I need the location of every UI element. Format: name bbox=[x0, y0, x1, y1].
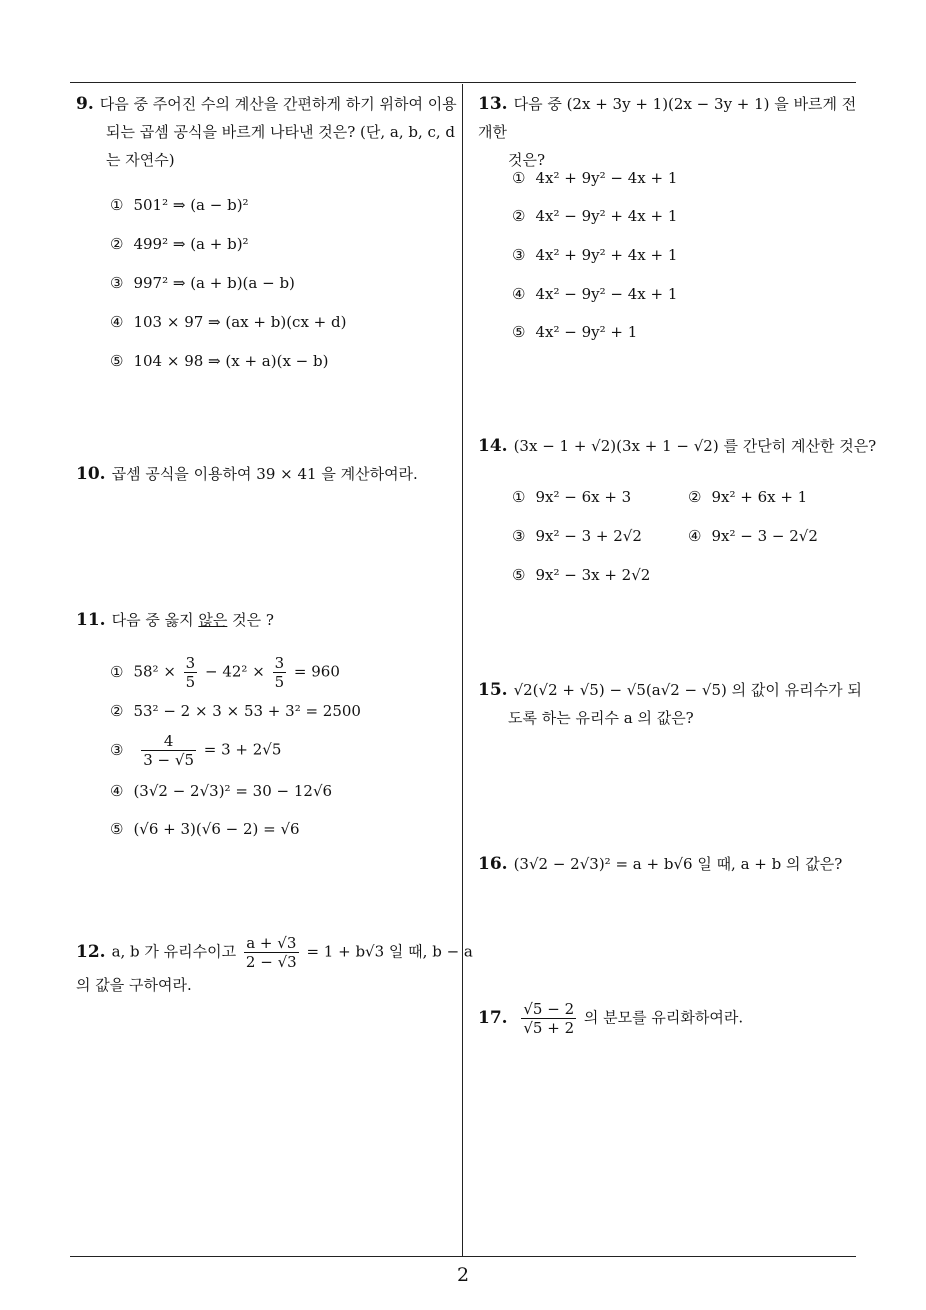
option-1[interactable]: ① 4x² + 9y² − 4x + 1 bbox=[512, 169, 678, 187]
question-16 bbox=[478, 850, 858, 878]
fraction: $\frac{a + √3}{2 - √3}$ bbox=[245, 934, 297, 971]
bottom-rule bbox=[70, 1256, 856, 1257]
question-number: 13. bbox=[478, 94, 508, 114]
question-number: 11. bbox=[76, 610, 106, 630]
question-text: 의 값을 구하여라. bbox=[76, 976, 192, 994]
question-text: 되는 곱셈 공식을 바르게 나타낸 것은? (단, a, b, c, d bbox=[106, 123, 456, 141]
question-number: 15. bbox=[478, 680, 508, 700]
question-text: (3x − 1 + √2)(3x + 1 − √2) 를 간단히 계산한 것은? bbox=[513, 437, 877, 455]
option-4[interactable]: ④ (3√2 − 2√3)² = 30 − 12√6 bbox=[110, 782, 333, 800]
fraction: $\frac{3}{5}$ bbox=[185, 654, 196, 691]
column-divider bbox=[462, 84, 463, 1256]
question-15 bbox=[478, 676, 862, 732]
page-number: 2 bbox=[456, 1264, 470, 1286]
question-text: 의 분모를 유리화하여라. bbox=[583, 1008, 744, 1027]
option-2[interactable]: ② 4x² − 9y² + 4x + 1 bbox=[512, 207, 678, 225]
question-10 bbox=[76, 460, 460, 488]
question-17 bbox=[478, 1000, 858, 1037]
option-5[interactable]: ⑤ (√6 + 3)(√6 − 2) = √6 bbox=[110, 820, 300, 838]
question-text: 도록 하는 유리수 a 의 값은? bbox=[508, 709, 694, 727]
top-rule bbox=[70, 82, 856, 83]
option-3[interactable]: ③ 4x² + 9y² + 4x + 1 bbox=[512, 246, 678, 264]
option-1[interactable]: ① 58² × $\frac{3}{5}$ − 42² × $\frac{3}{5}$ = 960 bbox=[110, 654, 340, 691]
underlined-word: 않은 bbox=[198, 611, 228, 629]
option-4[interactable]: ④ 103 × 97 ⇒ (ax + b)(cx + d) bbox=[110, 313, 347, 331]
question-text: 다음 중 주어진 수의 계산을 간편하게 하기 위하여 이용 bbox=[99, 95, 457, 113]
question-text: 것은 ? bbox=[227, 611, 274, 629]
question-text: a, b 가 유리수이고 bbox=[111, 942, 237, 961]
question-number: 9. bbox=[76, 94, 94, 114]
question-text: 곱셈 공식을 이용하여 39 × 41 을 계산하여라. bbox=[111, 465, 418, 483]
question-text: (3√2 − 2√3)² = a + b√6 일 때, a + b 의 값은? bbox=[513, 855, 843, 873]
question-number: 12. bbox=[76, 941, 106, 962]
option-1[interactable]: ① 9x² − 6x + 3 bbox=[512, 488, 632, 506]
question-number: 16. bbox=[478, 854, 508, 874]
question-number: 17. bbox=[478, 1007, 508, 1028]
question-number: 10. bbox=[76, 464, 106, 484]
question-14 bbox=[478, 432, 877, 460]
question-number: 14. bbox=[478, 436, 508, 456]
option-2[interactable]: ② 9x² + 6x + 1 bbox=[688, 488, 808, 506]
question-text: √2(√2 + √5) − √5(a√2 − √5) 의 값이 유리수가 되 bbox=[513, 681, 862, 699]
question-9 bbox=[76, 90, 460, 174]
question-text: 다음 중 (2x + 3y + 1)(2x − 3y + 1) 을 바르게 전개한 bbox=[478, 95, 857, 141]
option-4[interactable]: ④ 9x² − 3 − 2√2 bbox=[688, 527, 818, 545]
option-2[interactable]: ② 499² ⇒ (a + b)² bbox=[110, 235, 249, 253]
fraction: $\frac{3}{5}$ bbox=[274, 654, 285, 691]
fraction: $\frac{4}{3 - √5}$ bbox=[143, 732, 194, 769]
question-12 bbox=[76, 934, 473, 999]
option-3[interactable]: ③ $\frac{4}{3 - √5}$ = 3 + 2√5 bbox=[110, 732, 282, 769]
option-5[interactable]: ⑤ 104 × 98 ⇒ (x + a)(x − b) bbox=[110, 352, 329, 370]
option-3[interactable]: ③ 9x² − 3 + 2√2 bbox=[512, 527, 642, 545]
question-text: 것은? bbox=[508, 151, 546, 169]
question-text: 는 자연수) bbox=[106, 151, 175, 169]
option-1[interactable]: ① 501² ⇒ (a − b)² bbox=[110, 196, 249, 214]
option-5[interactable]: ⑤ 4x² − 9y² + 1 bbox=[512, 323, 638, 341]
fraction: $\frac{√5 - 2}{√5 + 2}$ bbox=[523, 1000, 575, 1037]
question-13 bbox=[478, 90, 858, 174]
option-4[interactable]: ④ 4x² − 9y² − 4x + 1 bbox=[512, 285, 678, 303]
question-text: = 1 + b√3 일 때, b − a bbox=[306, 942, 473, 961]
question-text: 다음 중 옳지 bbox=[111, 611, 199, 629]
option-5[interactable]: ⑤ 9x² − 3x + 2√2 bbox=[512, 566, 651, 584]
question-11 bbox=[76, 606, 460, 634]
option-3[interactable]: ③ 997² ⇒ (a + b)(a − b) bbox=[110, 274, 295, 292]
option-2[interactable]: ② 53² − 2 × 3 × 53 + 3² = 2500 bbox=[110, 702, 361, 720]
